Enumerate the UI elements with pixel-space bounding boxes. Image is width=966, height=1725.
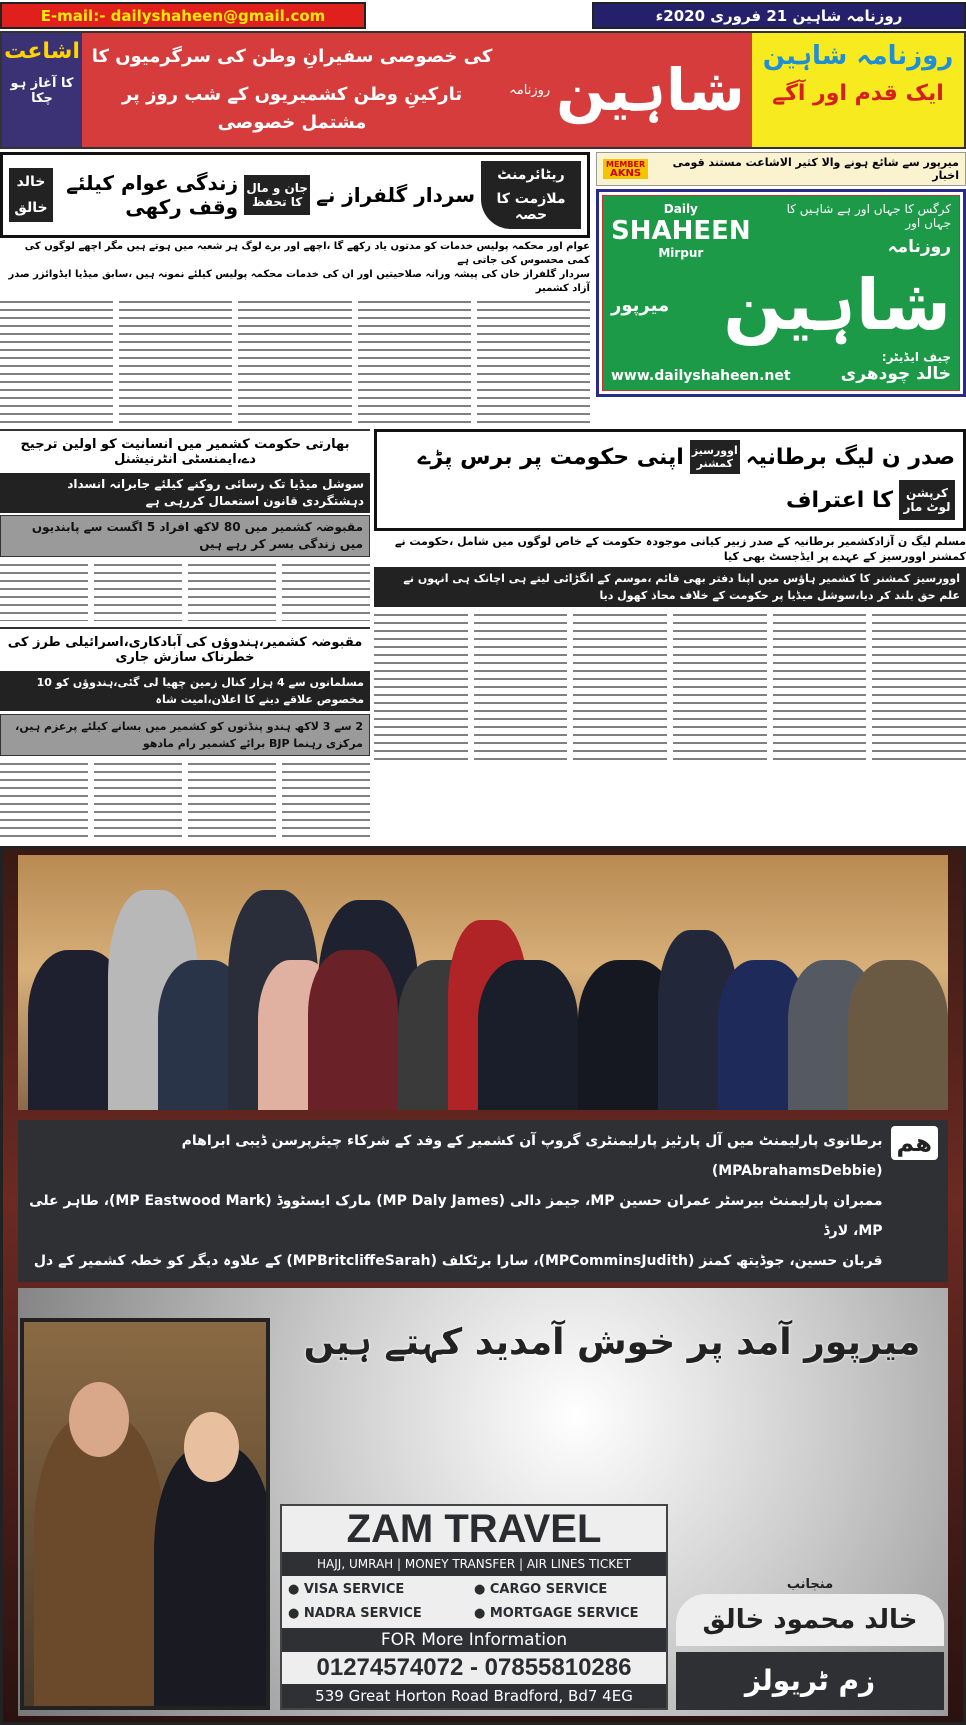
story1-kicker	[481, 161, 581, 229]
banner-left-line: کا آغاز ہو چکا	[10, 76, 74, 106]
masthead-roznama: روزنامہ	[887, 237, 951, 257]
daily-label: Daily	[663, 202, 698, 216]
sponsor-box	[676, 1577, 944, 1710]
ad-section	[0, 846, 966, 1725]
kicker-1: ریٹائرمنٹ	[497, 167, 565, 183]
masthead-logo: شاہین	[723, 264, 951, 346]
zam-travel-box	[280, 1504, 668, 1710]
story1-summary-2: سردار گلفراز خان کی پیشہ ورانہ صلاحیتیں اور ان کی خدمات محکمہ پولیس کیلئے نمونہ ہیں ،سابق میڈیا ایڈوائزر صدر آزاد کشمیر	[8, 269, 590, 294]
story1-summary-1: عوام اور محکمہ پولیس خدمات کو مدتوں یاد رکھے گا ،اچھے اور برے لوگ ہر شعبہ میں ہوتے ہیں مگر اچھے لوگوں کی کمی محسوس کی جاتی ہے	[24, 241, 590, 266]
story4-box-2: کرپشن لوٹ مار	[899, 480, 955, 520]
row-a	[0, 152, 966, 423]
caption-line-2: ممبران پارلیمنٹ بیرسٹر عمران حسین MP، جیمز دالی (MP Daly James) مارک ایسٹووڈ (MP Eastwood Mark)، طاہر علی MP، لارڈ	[29, 1193, 883, 1239]
story4-summary: مسلم لیگ ن آزادکشمیر برطانیہ کے صدر زبیر کیانی موجودہ حکومت کے خاص لوگوں میں شامل ،حکومت نے کمشنر اوورسیز کے عہدے پر ایڈجسٹ بھی کیا	[395, 535, 966, 563]
story4	[374, 429, 966, 761]
story3	[0, 627, 370, 840]
story1-headline: سردار گلفراز نے	[316, 183, 475, 207]
left-stories	[0, 429, 370, 840]
story4-headline-3: کا اعتراف	[785, 487, 893, 513]
tagline-text: میرپور سے شائع ہونے والا کثیر الاشاعت مستند قومی اخبار	[672, 156, 959, 182]
banner-logo	[502, 33, 752, 147]
mirpur-label: Mirpur	[658, 246, 704, 260]
welcome-ad	[18, 1288, 948, 1716]
group-photo	[18, 855, 948, 1110]
date-text: روزنامہ شاہین 21 فروری 2020ء	[655, 6, 903, 25]
service-item: ● CARGO SERVICE	[474, 1582, 608, 1597]
address: 539 Great Horton Road Bradford, Bd7 4EG	[282, 1684, 666, 1708]
service-item: ● NADRA SERVICE	[288, 1606, 422, 1621]
ad-photo	[20, 1318, 270, 1710]
banner-copy	[82, 33, 502, 147]
story4-body	[374, 611, 966, 761]
story1-box: جان و مال کا تحفظ	[244, 175, 310, 215]
top-row	[0, 0, 966, 29]
editor-label: چیف ایڈیٹر:	[881, 350, 951, 364]
company-name: ZAM TRAVEL	[346, 1507, 602, 1551]
masthead-verse: کرگس کا جہاں اور ہے شاہیں کا جہاں اور	[786, 202, 951, 230]
date-bar	[592, 2, 966, 29]
banner-line-1: کی خصوصی سفیرانِ وطن کی سرگرمیوں کا	[91, 46, 493, 67]
story2	[0, 429, 370, 621]
sponsor-from: منجانب	[786, 1577, 834, 1592]
story1-headline-box	[0, 152, 590, 238]
story2-title: بھارتی حکومت کشمیر میں انسانیت کو اولین ترجیح دے،ایمنسٹی انٹرنیشنل	[20, 437, 350, 467]
byline	[9, 168, 53, 222]
row-b	[0, 429, 966, 840]
banner-left-box	[2, 33, 82, 147]
banner-left-word: اشاعت	[4, 39, 80, 64]
story2-bar-2: مقبوضہ کشمیر میں 80 لاکھ افراد 5 اگست سے پابندیوں میں زندگی بسر کر رہے ہیں	[0, 515, 370, 557]
service-item: ● MORTGAGE SERVICE	[474, 1606, 639, 1621]
banner-logo-text: شاہین	[556, 56, 745, 124]
akns-label: AKNS	[610, 168, 642, 179]
byline-2: خالق	[14, 200, 48, 216]
story1-summary	[0, 238, 590, 298]
masthead-green	[602, 195, 960, 391]
masthead-column	[596, 152, 966, 397]
story3-bar-2: 2 سے 3 لاکھ ہندو پنڈتوں کو کشمیر میں بسانے کیلئے پرعزم ہیں، مرکزی رہنما BJP برائے کشمیر رام مادھو	[0, 714, 370, 756]
caption-badge: هم	[891, 1126, 938, 1160]
sponsor-name: خالد محمود خالق	[676, 1594, 944, 1646]
story3-bar-1: مسلمانوں سے 4 ہزار کنال زمین چھیا لی گئی،ہندوؤں کو 10 مخصوص علاقے دینے کا اعلان،امیت شاہ	[0, 671, 370, 711]
story4-headline-box	[374, 429, 966, 531]
services-bar: HAJJ, UMRAH | MONEY TRANSFER | AIR LINES TICKET	[282, 1552, 666, 1576]
story2-bar-1: سوشل میڈیا تک رسائی روکنے کیلئے جابرانہ انسداد دہشتگردی قانون استعمال کررہی ہے	[0, 473, 370, 513]
banner-right-box	[752, 33, 964, 147]
akns-badge	[603, 159, 648, 179]
masthead	[596, 189, 966, 397]
daily-shaheen-logo	[611, 202, 751, 260]
banner-line-2: تارکینِ وطن کشمیریوں کے شب روز پر مشتمل خصوصی	[121, 84, 463, 133]
banner-right-title: روزنامہ شاہین	[762, 41, 954, 71]
email-bar	[0, 2, 366, 29]
kicker-2: ملازمت کا حصہ	[496, 191, 566, 223]
byline-1: خالد	[16, 174, 46, 190]
banner	[0, 31, 966, 149]
services-list	[282, 1576, 666, 1628]
phone-numbers: 01274574072 - 07855810286	[316, 1654, 632, 1681]
banner-right-slogan: ایک قدم اور آگے	[772, 81, 944, 106]
story4-headline-2: اپنی حکومت پر برس پڑے	[417, 444, 684, 470]
shaheen-label: SHAHEEN	[611, 216, 751, 246]
masthead-tagline	[596, 152, 966, 186]
editor-name: خالد چودھری	[840, 364, 951, 384]
story1-body	[0, 298, 590, 423]
caption-line-1: برطانوی پارلیمنٹ میں آل پارٹیز پارلیمنٹری گروپ آن کشمیر کے وفد کے شرکاء چیئرپرسن ڈیبی ابراھام (MPAbrahamsDebbie)	[181, 1133, 883, 1179]
photo-caption	[18, 1120, 948, 1282]
story4-box-1: اوورسیز کمشنر	[690, 440, 740, 474]
story4-bar: اوورسیز کمشنر کا کشمیر ہاؤس میں اپنا دفتر بھی قائم ،موسم کے انگڑائی لیتے ہی اچانک ہی انہوں نے علم حق بلند کر دیا،سوشل میڈیا پر حکومت کے خلاف محاذ کھول دیا	[374, 567, 966, 607]
agency-name: زم ٹریولز	[676, 1652, 944, 1710]
service-item: ● VISA SERVICE	[288, 1582, 405, 1597]
story1-headline-2: زندگی عوام کیلئے وقف رکھی	[66, 171, 239, 219]
banner-logo-small: روزنامہ	[509, 82, 551, 98]
caption-line-3: قربان حسین، جوڈیتھ کمنز (MPComminsJudith)، سارا برٹکلف (MPBritcliffeSarah) کے علاوہ دیگر کو خطہ کشمیر کے دل	[33, 1253, 883, 1269]
website-link[interactable]: www.dailyshaheen.net	[611, 368, 791, 384]
story3-title: مقبوضہ کشمیر،ہندوؤں کی آبادکاری،اسرائیلی طرز کی خطرناک سازش جاری	[7, 635, 363, 665]
email-text: E-mail:- dailyshaheen@gmail.com	[40, 6, 326, 25]
chief-editor	[841, 350, 951, 384]
story1	[0, 152, 590, 423]
member-label: MEMBER	[606, 160, 646, 169]
story4-headline: صدر ن لیگ برطانیہ	[745, 444, 955, 470]
info-bar: FOR More Information	[282, 1628, 666, 1652]
welcome-headline: میرپور آمد پر خوش آمدید کہتے ہیں	[303, 1322, 921, 1363]
masthead-city: میرپور	[611, 294, 670, 316]
